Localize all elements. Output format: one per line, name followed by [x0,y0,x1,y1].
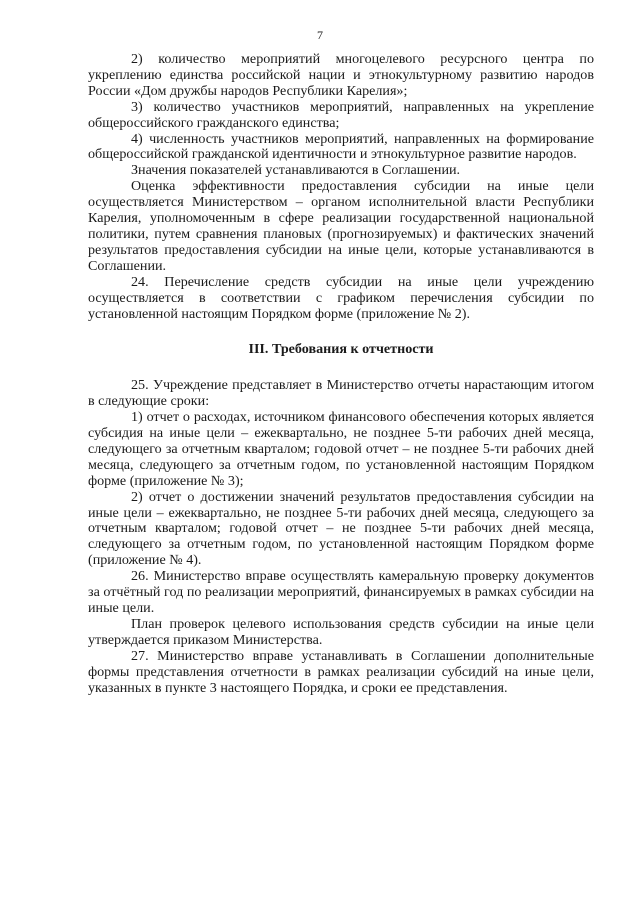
paragraph: Значения показателей устанавливаются в Соглашении. [131,162,461,179]
paragraph: Оценка эффективности предоставления субсидии на иные цели осуществляется Министерством – органом исполнительной власти Республики Карелия, уполномоченным в сфере реализации государственной национальной политики, путем сравнения плановых (прогнозируемых) и фактических значений результатов предоставления субсидии на иные цели, которые устанавливаются в Соглашении. [88,178,594,274]
paragraph: 1) отчет о расходах, источником финансового обеспечения которых является субсидия на иные цели – ежеквартально, не позднее 5-ти рабочих дней месяца, следующего за отчетным кварталом; годовой отчет – не позднее 5-ти рабочих дней месяца, следующего за отчетным годом, по установленной настоящим Порядком форме (приложение № 3); [88,409,594,489]
paragraph: 4) численность участников мероприятий, направленных на формирование общероссийской гражданской идентичности и этнокультурное развитие народов. [88,130,594,163]
paragraph: 3) количество участников мероприятий, направленных на укрепление общероссийского гражданского единства; [88,98,594,131]
paragraph: План проверок целевого использования средств субсидии на иные цели утверждается приказом Министерства. [88,615,594,648]
paragraph: 2) отчет о достижении значений результатов предоставления субсидии на иные цели – ежеквартально, не позднее 5-ти рабочих дней месяца, следующего за отчетным кварталом; годовой отчет – не позднее 5-ти рабочих дней месяца, следующего за отчетным годом, по установленной настоящим Порядком форме (приложение № 4). [88,488,594,569]
paragraph: 24. Перечисление средств субсидии на иные цели учреждению осуществляется в соответствии с графиком перечисления субсидии по установленной настоящим Порядком форме (приложение № 2). [88,273,594,322]
paragraph: 26. Министерство вправе осуществлять камеральную проверку документов за отчётный год по реализации мероприятий, финансируемых в рамках субсидии на иные цели. [88,568,594,616]
paragraph: 25. Учреждение представляет в Министерство отчеты нарастающим итогом в следующие сроки: [88,377,594,410]
section-heading: III. Требования к отчетности [248,341,434,358]
paragraph: 2) количество мероприятий многоцелевого ресурсного центра по укреплению единства российской нации и этнокультурному развитию народов России «Дом дружбы народов Республики Карелия»; [88,51,594,99]
document-body [88,52,594,696]
page-number: 7 [317,28,323,42]
paragraph: 27. Министерство вправе устанавливать в Соглашении дополнительные формы представления отчетности в рамках реализации субсидий на иные цели, указанных в пункте 3 настоящего Порядка, и сроки ее представления. [88,647,594,696]
